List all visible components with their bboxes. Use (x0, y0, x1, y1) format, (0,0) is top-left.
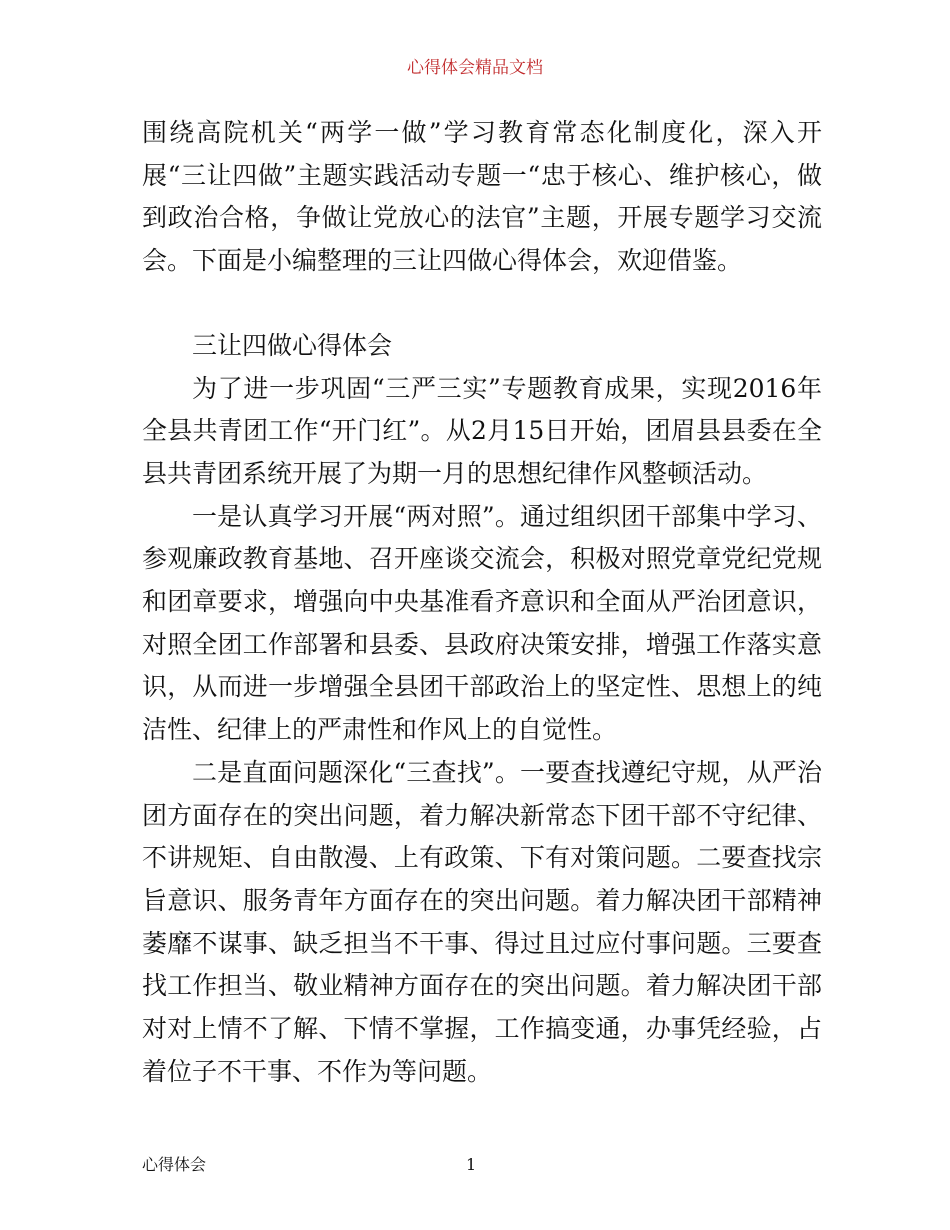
body-paragraph-2: 一是认真学习开展“两对照”。通过组织团干部集中学习、参观廉政教育基地、召开座谈交流会，积极对照党章党纪党规和团章要求，增强向中央基准看齐意识和全面从严治团意识，对照全团工作部署和县委、县政府决策安排，增强工作落实意识，从而进一步增强全县团干部政治上的坚定性、思想上的纯洁性、纪律上的严肃性和作风上的自觉性。 (142, 501, 822, 745)
page-number: 1 (466, 1155, 477, 1174)
intro-paragraph: 围绕高院机关“两学一做”学习教育常态化制度化，深入开展“三让四做”主题实践活动专题一“忠于核心、维护核心，做到政治合格，争做让党放心的法官”主题，开展专题学习交流会。下面是小编整理的三让四做心得体会，欢迎借鉴。 (142, 118, 822, 276)
paragraph-spacer (142, 283, 822, 325)
body-paragraph-1: 为了进一步巩固“三严三实”专题教育成果，实现2016年全县共青团工作“开门红”。从2月15日开始，团眉县县委在全县共青团系统开展了为期一月的思想纪律作风整顿活动。 (142, 373, 822, 488)
document-body (142, 112, 822, 1093)
page-header-title: 心得体会精品文档 (407, 58, 543, 78)
article-title: 三让四做心得体会 (192, 330, 393, 360)
body-paragraph-3: 二是直面问题深化“三查找”。一要查找遵纪守规，从严治团方面存在的突出问题，着力解决新常态下团干部不守纪律、不讲规矩、自由散漫、上有政策、下有对策问题。二要查找宗旨意识、服务青年方面存在的突出问题。着力解决团干部精神萎靡不谋事、缺乏担当不干事、得过且过应付事问题。三要查找工作担当、敬业精神方面存在的突出问题。着力解决团干部对对上情不了解、下情不掌握，工作搞变通，办事凭经验，占着位子不干事、不作为等问题。 (142, 757, 822, 1086)
footer-label: 心得体会 (142, 1155, 207, 1174)
